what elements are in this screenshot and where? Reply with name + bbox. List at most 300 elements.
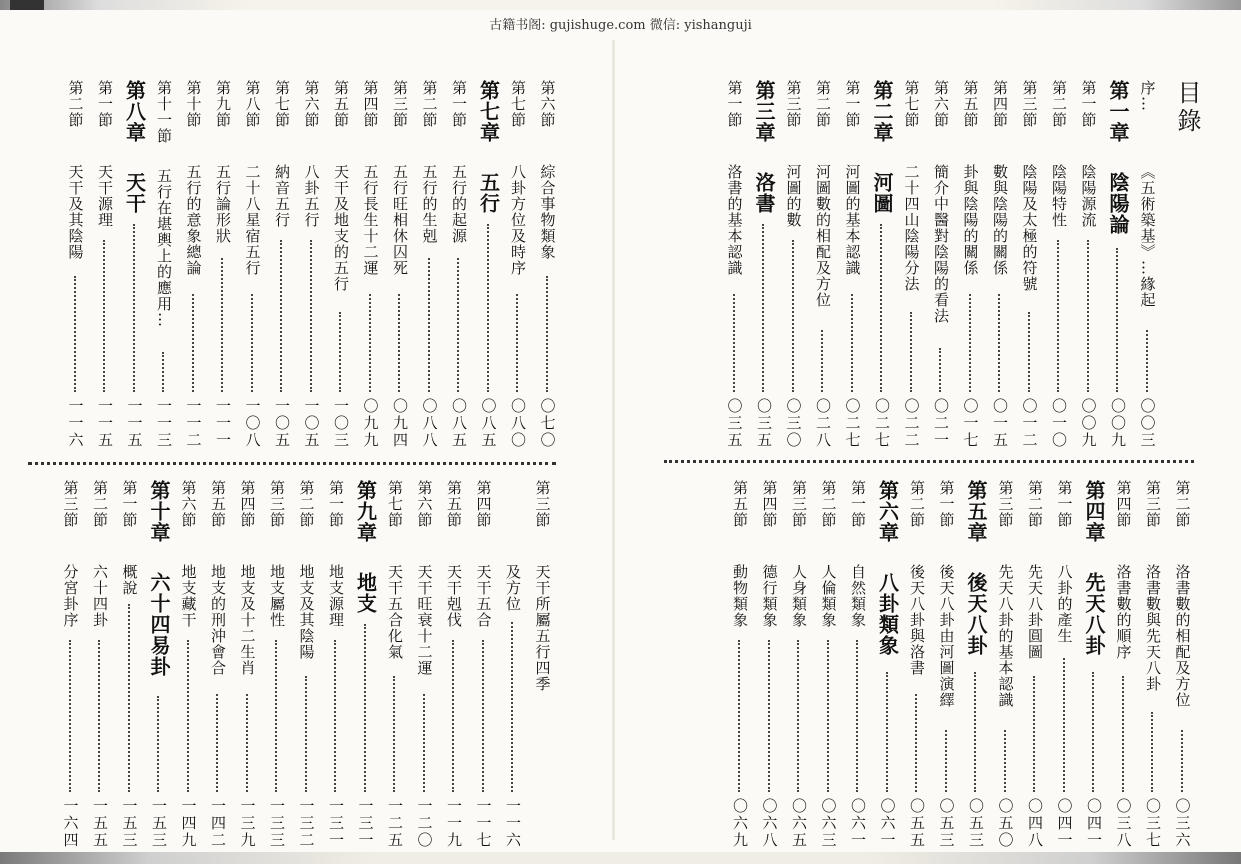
leader-dots xyxy=(1116,248,1118,392)
page-number: 一三九 xyxy=(238,798,257,849)
toc-entry xyxy=(1168,480,1198,850)
page-number: 〇六五 xyxy=(790,798,808,849)
leader-dots xyxy=(128,604,130,792)
toc-entry xyxy=(297,80,327,450)
leader-dots xyxy=(915,694,917,792)
toc-entry xyxy=(1138,480,1168,850)
page-number: 〇〇九 xyxy=(1109,398,1127,449)
page-number: 一六四 xyxy=(61,798,80,849)
leader-dots xyxy=(1151,712,1153,792)
section-label: 第四節 xyxy=(361,80,380,128)
entry-title: 地支屬性 xyxy=(268,564,286,628)
entry-title: 概說 xyxy=(120,564,139,596)
entry-title: 五行在堪輿上的應用… xyxy=(155,168,173,328)
entry-title: 八卦方位及時序 xyxy=(509,164,527,276)
page-number: 一四九 xyxy=(179,798,198,849)
page-number: 一〇三 xyxy=(332,398,350,449)
watermark-header: 古籍书阁: gujishuge.com 微信: yishanguji xyxy=(489,18,752,33)
page-number: 〇一二 xyxy=(1020,398,1039,449)
page-number: 〇八八 xyxy=(420,398,439,449)
leader-dots xyxy=(880,224,882,392)
entry-title: 納音五行 xyxy=(273,164,291,228)
leader-dots xyxy=(310,240,312,392)
toc-entry xyxy=(469,480,499,850)
page-number: 一〇五 xyxy=(302,398,321,449)
leader-dots xyxy=(969,294,971,392)
leader-dots xyxy=(1028,312,1030,392)
leader-dots xyxy=(738,640,740,792)
toc-entry xyxy=(897,80,927,450)
leader-dots xyxy=(482,640,484,792)
entry-title: 陰陽論 xyxy=(1106,172,1130,235)
entry-title: 天干及其陰陽 xyxy=(66,164,85,260)
corner-mark xyxy=(10,0,44,10)
page-number: 〇五三 xyxy=(967,798,985,849)
section-label: 第九節 xyxy=(214,80,232,128)
leader-dots xyxy=(305,676,307,792)
toc-title: 目錄 xyxy=(1173,80,1201,136)
section-label: 第六節 xyxy=(302,80,321,128)
section-label: 第三節 xyxy=(533,480,552,528)
page-number: 〇一〇 xyxy=(1050,398,1068,449)
entry-title: 六十四易卦 xyxy=(147,572,171,677)
entry-title: 地支 xyxy=(353,572,378,614)
page-number: 〇四一 xyxy=(1055,798,1074,849)
toc-entry xyxy=(956,80,986,450)
page-number: 一二〇 xyxy=(415,798,434,849)
entry-title: 地支源理 xyxy=(327,564,345,628)
page-number: 一一三 xyxy=(155,398,173,449)
leader-dots xyxy=(516,294,518,392)
leader-dots xyxy=(192,294,194,392)
entry-title: 五行 xyxy=(476,172,501,214)
toc-entry xyxy=(926,80,956,450)
toc-entry xyxy=(203,480,233,850)
entry-title: 德行類象 xyxy=(760,564,779,628)
toc-entry xyxy=(985,80,1015,450)
leader-dots xyxy=(339,312,341,392)
entry-title: 河圖的基本認識 xyxy=(843,164,862,276)
entry-title: 簡介中醫對陰陽的看法 xyxy=(932,164,950,324)
toc-entry xyxy=(262,480,292,850)
leader-dots xyxy=(157,696,159,792)
page-number: 〇一七 xyxy=(961,398,980,449)
page-number: 〇三六 xyxy=(1173,798,1192,849)
section-label: 第一節 xyxy=(96,80,114,128)
page-number: 一一二 xyxy=(184,398,203,449)
leader-dots xyxy=(334,640,336,792)
leader-dots xyxy=(910,312,912,392)
chapter-entry xyxy=(474,80,504,450)
entry-title: 二十四山陰陽分法 xyxy=(902,164,921,292)
toc-entry xyxy=(233,480,263,850)
section-label: 序… xyxy=(1138,80,1157,112)
section-label: 第三節 xyxy=(790,480,808,528)
toc-entry xyxy=(321,480,351,850)
page-number: 〇三七 xyxy=(1144,798,1162,849)
entry-title: 地支藏干 xyxy=(179,564,198,628)
leader-dots xyxy=(1063,658,1065,792)
entry-title: 分宮卦序 xyxy=(61,564,80,628)
page-number: 〇二八 xyxy=(814,398,832,449)
leader-dots xyxy=(762,224,764,392)
chapter-entry xyxy=(867,80,897,450)
entry-title: 天干所屬五行四季 xyxy=(533,564,552,692)
leader-dots xyxy=(1146,330,1148,392)
section-label: 第六節 xyxy=(538,80,557,128)
section-label: 第六節 xyxy=(932,80,950,128)
page-number: 一一六 xyxy=(504,798,522,849)
leader-dots xyxy=(428,258,430,392)
entry-title: 《五術築基》…緣起 xyxy=(1138,164,1157,308)
toc-entry xyxy=(808,80,838,450)
entry-title: 數與陰陽的關係 xyxy=(991,164,1009,276)
book-spine xyxy=(612,40,615,840)
page-number: 〇六八 xyxy=(760,798,779,849)
entry-title: 卦與陰陽的關係 xyxy=(961,164,980,276)
toc-entry xyxy=(843,480,873,850)
leader-dots xyxy=(939,348,941,392)
section-label: 第七章 xyxy=(476,80,501,143)
entry-title: 天干 xyxy=(122,172,147,214)
leader-dots xyxy=(103,240,105,392)
chapter-entry xyxy=(1079,480,1109,850)
leader-dots xyxy=(797,640,799,792)
page-number: 〇七〇 xyxy=(538,398,557,449)
page-top-edge xyxy=(0,0,1241,10)
section-label: 第四節 xyxy=(238,480,257,528)
page-number: 一四二 xyxy=(209,798,227,849)
page-number: 〇六三 xyxy=(819,798,838,849)
chapter-entry xyxy=(120,80,150,450)
section-label: 第十節 xyxy=(184,80,203,128)
section-label: 第五章 xyxy=(964,480,988,543)
entry-title: 陰陽及太極的符號 xyxy=(1020,164,1039,292)
toc-entry xyxy=(838,80,868,450)
section-label: 第四節 xyxy=(1114,480,1133,528)
entry-title: 五行旺相休囚死 xyxy=(391,164,409,276)
toc-entry xyxy=(56,480,86,850)
section-label: 第五節 xyxy=(209,480,227,528)
section-label: 第二節 xyxy=(814,80,832,128)
entry-title: 洛書數的順序 xyxy=(1114,564,1133,660)
section-label: 第六章 xyxy=(875,480,900,543)
leader-dots xyxy=(216,694,218,792)
entry-title: 陰陽特性 xyxy=(1050,164,1068,228)
leader-dots xyxy=(457,258,459,392)
entry-title: 自然類象 xyxy=(849,564,867,628)
section-label: 第一節 xyxy=(120,480,139,528)
page-number: 〇〇三 xyxy=(1138,398,1157,449)
toc-entry xyxy=(174,480,204,850)
toc-entry xyxy=(356,80,386,450)
entry-title: 綜合事物類象 xyxy=(538,164,557,260)
section-label: 第十一節 xyxy=(155,80,173,144)
leader-dots xyxy=(423,694,425,792)
divider-left xyxy=(28,462,556,465)
page-number: 一三二 xyxy=(297,798,316,849)
page-number: 〇六九 xyxy=(731,798,749,849)
leader-dots xyxy=(792,240,794,392)
toc-entry xyxy=(179,80,209,450)
section-label: 第一節 xyxy=(843,80,862,128)
leader-dots xyxy=(162,352,164,392)
page-number: 〇五〇 xyxy=(996,798,1015,849)
page-number: 一五三 xyxy=(150,798,168,849)
entry-title: 先天八卦 xyxy=(1082,572,1106,656)
entry-title: 後天八卦與洛書 xyxy=(908,564,926,676)
entry-title: 八卦的產生 xyxy=(1055,564,1074,644)
page-number: 一一六 xyxy=(66,398,85,449)
entry-title: 五行長生十二運 xyxy=(361,164,380,276)
section-label: 第二節 xyxy=(1026,480,1044,528)
leader-dots xyxy=(856,640,858,792)
chapter-entry xyxy=(1103,80,1133,450)
page-number: 〇三〇 xyxy=(784,398,803,449)
page-number: 〇二七 xyxy=(843,398,862,449)
entry-title: 先天八卦圓圖 xyxy=(1026,564,1044,660)
toc-entry xyxy=(238,80,268,450)
entry-title: 陰陽源流 xyxy=(1079,164,1098,228)
toc-entry xyxy=(326,80,356,450)
section-label: 第二節 xyxy=(91,480,109,528)
leader-dots xyxy=(1122,676,1124,792)
toc-entry xyxy=(533,80,563,450)
section-label: 第四章 xyxy=(1082,480,1106,543)
leader-dots xyxy=(1057,240,1059,392)
page-number: 一一五 xyxy=(125,398,144,449)
section-label: 第三節 xyxy=(784,80,803,128)
page-number: 〇五五 xyxy=(908,798,926,849)
toc-entry xyxy=(1044,80,1074,450)
entry-title: 二十八星宿五行 xyxy=(243,164,262,276)
section-label: 第一節 xyxy=(1055,480,1074,528)
leader-dots xyxy=(221,258,223,392)
toc-entry xyxy=(779,80,809,450)
toc-entry xyxy=(385,80,415,450)
leader-dots xyxy=(98,640,100,792)
section-label: 第二章 xyxy=(870,80,894,143)
section-label: 第一節 xyxy=(1079,80,1098,128)
entry-title: 河圖的數 xyxy=(784,164,803,228)
entry-title: 八卦類象 xyxy=(875,572,900,656)
page-number: 一一九 xyxy=(445,798,463,849)
leader-dots xyxy=(1181,730,1183,792)
leader-dots xyxy=(511,622,513,792)
page-number: 〇三五 xyxy=(755,398,773,449)
toc-entry xyxy=(1015,80,1045,450)
section-label: 第三章 xyxy=(752,80,776,143)
section-label: 第六節 xyxy=(179,480,198,528)
page-number: 一一五 xyxy=(96,398,114,449)
page-number: 一三一 xyxy=(356,798,375,849)
page-number: 一〇五 xyxy=(273,398,291,449)
section-label: 第四節 xyxy=(474,480,493,528)
page-number: 〇六一 xyxy=(849,798,867,849)
page-number: 〇三八 xyxy=(1114,798,1133,849)
entry-title: 洛書 xyxy=(752,172,776,214)
section-label: 第七節 xyxy=(509,80,527,128)
leader-dots xyxy=(1092,672,1094,792)
toc-entry xyxy=(149,80,179,450)
leader-dots xyxy=(74,276,76,392)
entry-title: 河圖數的相配及方位 xyxy=(814,164,832,308)
toc-quadrant-bottom-right xyxy=(677,480,1197,850)
toc-entry xyxy=(528,480,558,850)
leader-dots xyxy=(452,640,454,792)
page-number: 〇八〇 xyxy=(509,398,527,449)
toc-entry xyxy=(85,480,115,850)
entry-title: 五行論形狀 xyxy=(214,164,232,244)
toc-entry xyxy=(90,80,120,450)
leader-dots xyxy=(827,640,829,792)
section-label: 第九章 xyxy=(353,480,378,543)
toc-entry xyxy=(115,480,145,850)
entry-title: 後天八卦 xyxy=(964,572,988,656)
toc-entry xyxy=(380,480,410,850)
entry-title: 天干旺衰十二運 xyxy=(415,564,434,676)
section-label: 第七節 xyxy=(386,480,404,528)
section-label: 第一節 xyxy=(937,480,956,528)
leader-dots xyxy=(546,276,548,392)
leader-dots xyxy=(768,640,770,792)
toc-entry xyxy=(784,480,814,850)
toc-entry xyxy=(267,80,297,450)
leader-dots xyxy=(821,330,823,392)
entry-title: 地支及十二生肖 xyxy=(238,564,257,676)
section-label: 第一節 xyxy=(450,80,468,128)
section-label: 第三節 xyxy=(268,480,286,528)
leader-dots xyxy=(974,672,976,792)
section-label: 第五節 xyxy=(961,80,980,128)
leader-dots xyxy=(275,640,277,792)
entry-title: 後天八卦由河圖演繹 xyxy=(937,564,956,708)
section-label: 第八節 xyxy=(243,80,262,128)
entry-title: 及方位 xyxy=(504,564,522,612)
toc-entry xyxy=(498,480,528,850)
entry-title: 天干及地支的五行 xyxy=(332,164,350,292)
entry-title: 動物類象 xyxy=(731,564,749,628)
entry-title: 天干源理 xyxy=(96,164,114,228)
page-bottom-edge xyxy=(0,852,1241,864)
toc-entry xyxy=(1020,480,1050,850)
toc-quadrant-top-right xyxy=(672,80,1162,450)
toc-entry xyxy=(503,80,533,450)
section-label: 第二節 xyxy=(819,480,838,528)
section-label: 第三節 xyxy=(1144,480,1162,528)
section-label: 第二節 xyxy=(1173,480,1192,528)
toc-entry xyxy=(1133,80,1163,450)
chapter-entry xyxy=(144,480,174,850)
entry-title: 河圖 xyxy=(870,172,894,214)
entry-title: 五行的起源 xyxy=(450,164,468,244)
toc-entry xyxy=(1050,480,1080,850)
toc-entry xyxy=(61,80,91,450)
toc-entry xyxy=(902,480,932,850)
page-number: 〇二七 xyxy=(873,398,891,449)
section-label: 第三節 xyxy=(1020,80,1039,128)
page-number: 〇〇九 xyxy=(1079,398,1098,449)
leader-dots xyxy=(998,294,1000,392)
page-number: 〇五三 xyxy=(937,798,956,849)
page-number: 一二五 xyxy=(386,798,404,849)
page-number: 〇一五 xyxy=(991,398,1009,449)
leader-dots xyxy=(1033,676,1035,792)
page-number: 〇九九 xyxy=(361,398,380,449)
leader-dots xyxy=(246,694,248,792)
leader-dots xyxy=(133,224,135,392)
entry-title: 人倫類象 xyxy=(819,564,838,628)
section-label: 第二節 xyxy=(1050,80,1068,128)
page-number: 〇九四 xyxy=(391,398,409,449)
section-label: 第五節 xyxy=(332,80,350,128)
section-label: 第五節 xyxy=(731,480,749,528)
section-label: 第八章 xyxy=(122,80,147,143)
toc-entry xyxy=(725,480,755,850)
section-label: 第六節 xyxy=(415,480,434,528)
entry-title: 六十四卦 xyxy=(91,564,109,628)
leader-dots xyxy=(398,294,400,392)
section-label: 第四節 xyxy=(991,80,1009,128)
page-number: 一一七 xyxy=(474,798,493,849)
leader-dots xyxy=(393,676,395,792)
entry-title: 人身類象 xyxy=(790,564,808,628)
toc-quadrant-top-left xyxy=(27,80,562,450)
leader-dots xyxy=(487,224,489,392)
page-number: 〇八五 xyxy=(479,398,498,449)
toc-entry xyxy=(755,480,785,850)
page-number: 〇二二 xyxy=(902,398,921,449)
toc-entry xyxy=(415,80,445,450)
entry-title: 天干五合 xyxy=(474,564,493,628)
page-number: 〇四一 xyxy=(1085,798,1103,849)
section-label: 第七節 xyxy=(273,80,291,128)
chapter-entry xyxy=(749,80,779,450)
leader-dots xyxy=(280,240,282,392)
page-number: 〇二一 xyxy=(932,398,950,449)
section-label: 第四節 xyxy=(760,480,779,528)
section-label: 第三節 xyxy=(391,80,409,128)
section-label: 第二節 xyxy=(420,80,439,128)
chapter-entry xyxy=(873,480,903,850)
leader-dots xyxy=(364,624,366,792)
toc-entry xyxy=(439,480,469,850)
page-number: 〇八五 xyxy=(450,398,468,449)
section-label: 第一節 xyxy=(327,480,345,528)
section-label: 第二節 xyxy=(908,480,926,528)
toc-entry xyxy=(444,80,474,450)
toc-quadrant-bottom-left xyxy=(27,480,557,850)
section-label: 第五節 xyxy=(445,480,463,528)
page-number: 〇六一 xyxy=(878,798,897,849)
page-number: 一五五 xyxy=(91,798,109,849)
toc-entry xyxy=(208,80,238,450)
section-label: 第三節 xyxy=(61,480,80,528)
leader-dots xyxy=(886,672,888,792)
section-label: 第七節 xyxy=(902,80,921,128)
toc-entry xyxy=(1074,80,1104,450)
section-label: 第二節 xyxy=(297,480,316,528)
section-label: 第二節 xyxy=(66,80,85,128)
page-number: 一五三 xyxy=(120,798,139,849)
entry-title: 八卦五行 xyxy=(302,164,321,228)
entry-title: 天干五合化氣 xyxy=(386,564,404,660)
chapter-entry xyxy=(351,480,381,850)
entry-title: 五行的意象總論 xyxy=(184,164,203,276)
entry-title: 洛書數與先天八卦 xyxy=(1144,564,1162,692)
chapter-entry xyxy=(961,480,991,850)
toc-entry xyxy=(814,480,844,850)
